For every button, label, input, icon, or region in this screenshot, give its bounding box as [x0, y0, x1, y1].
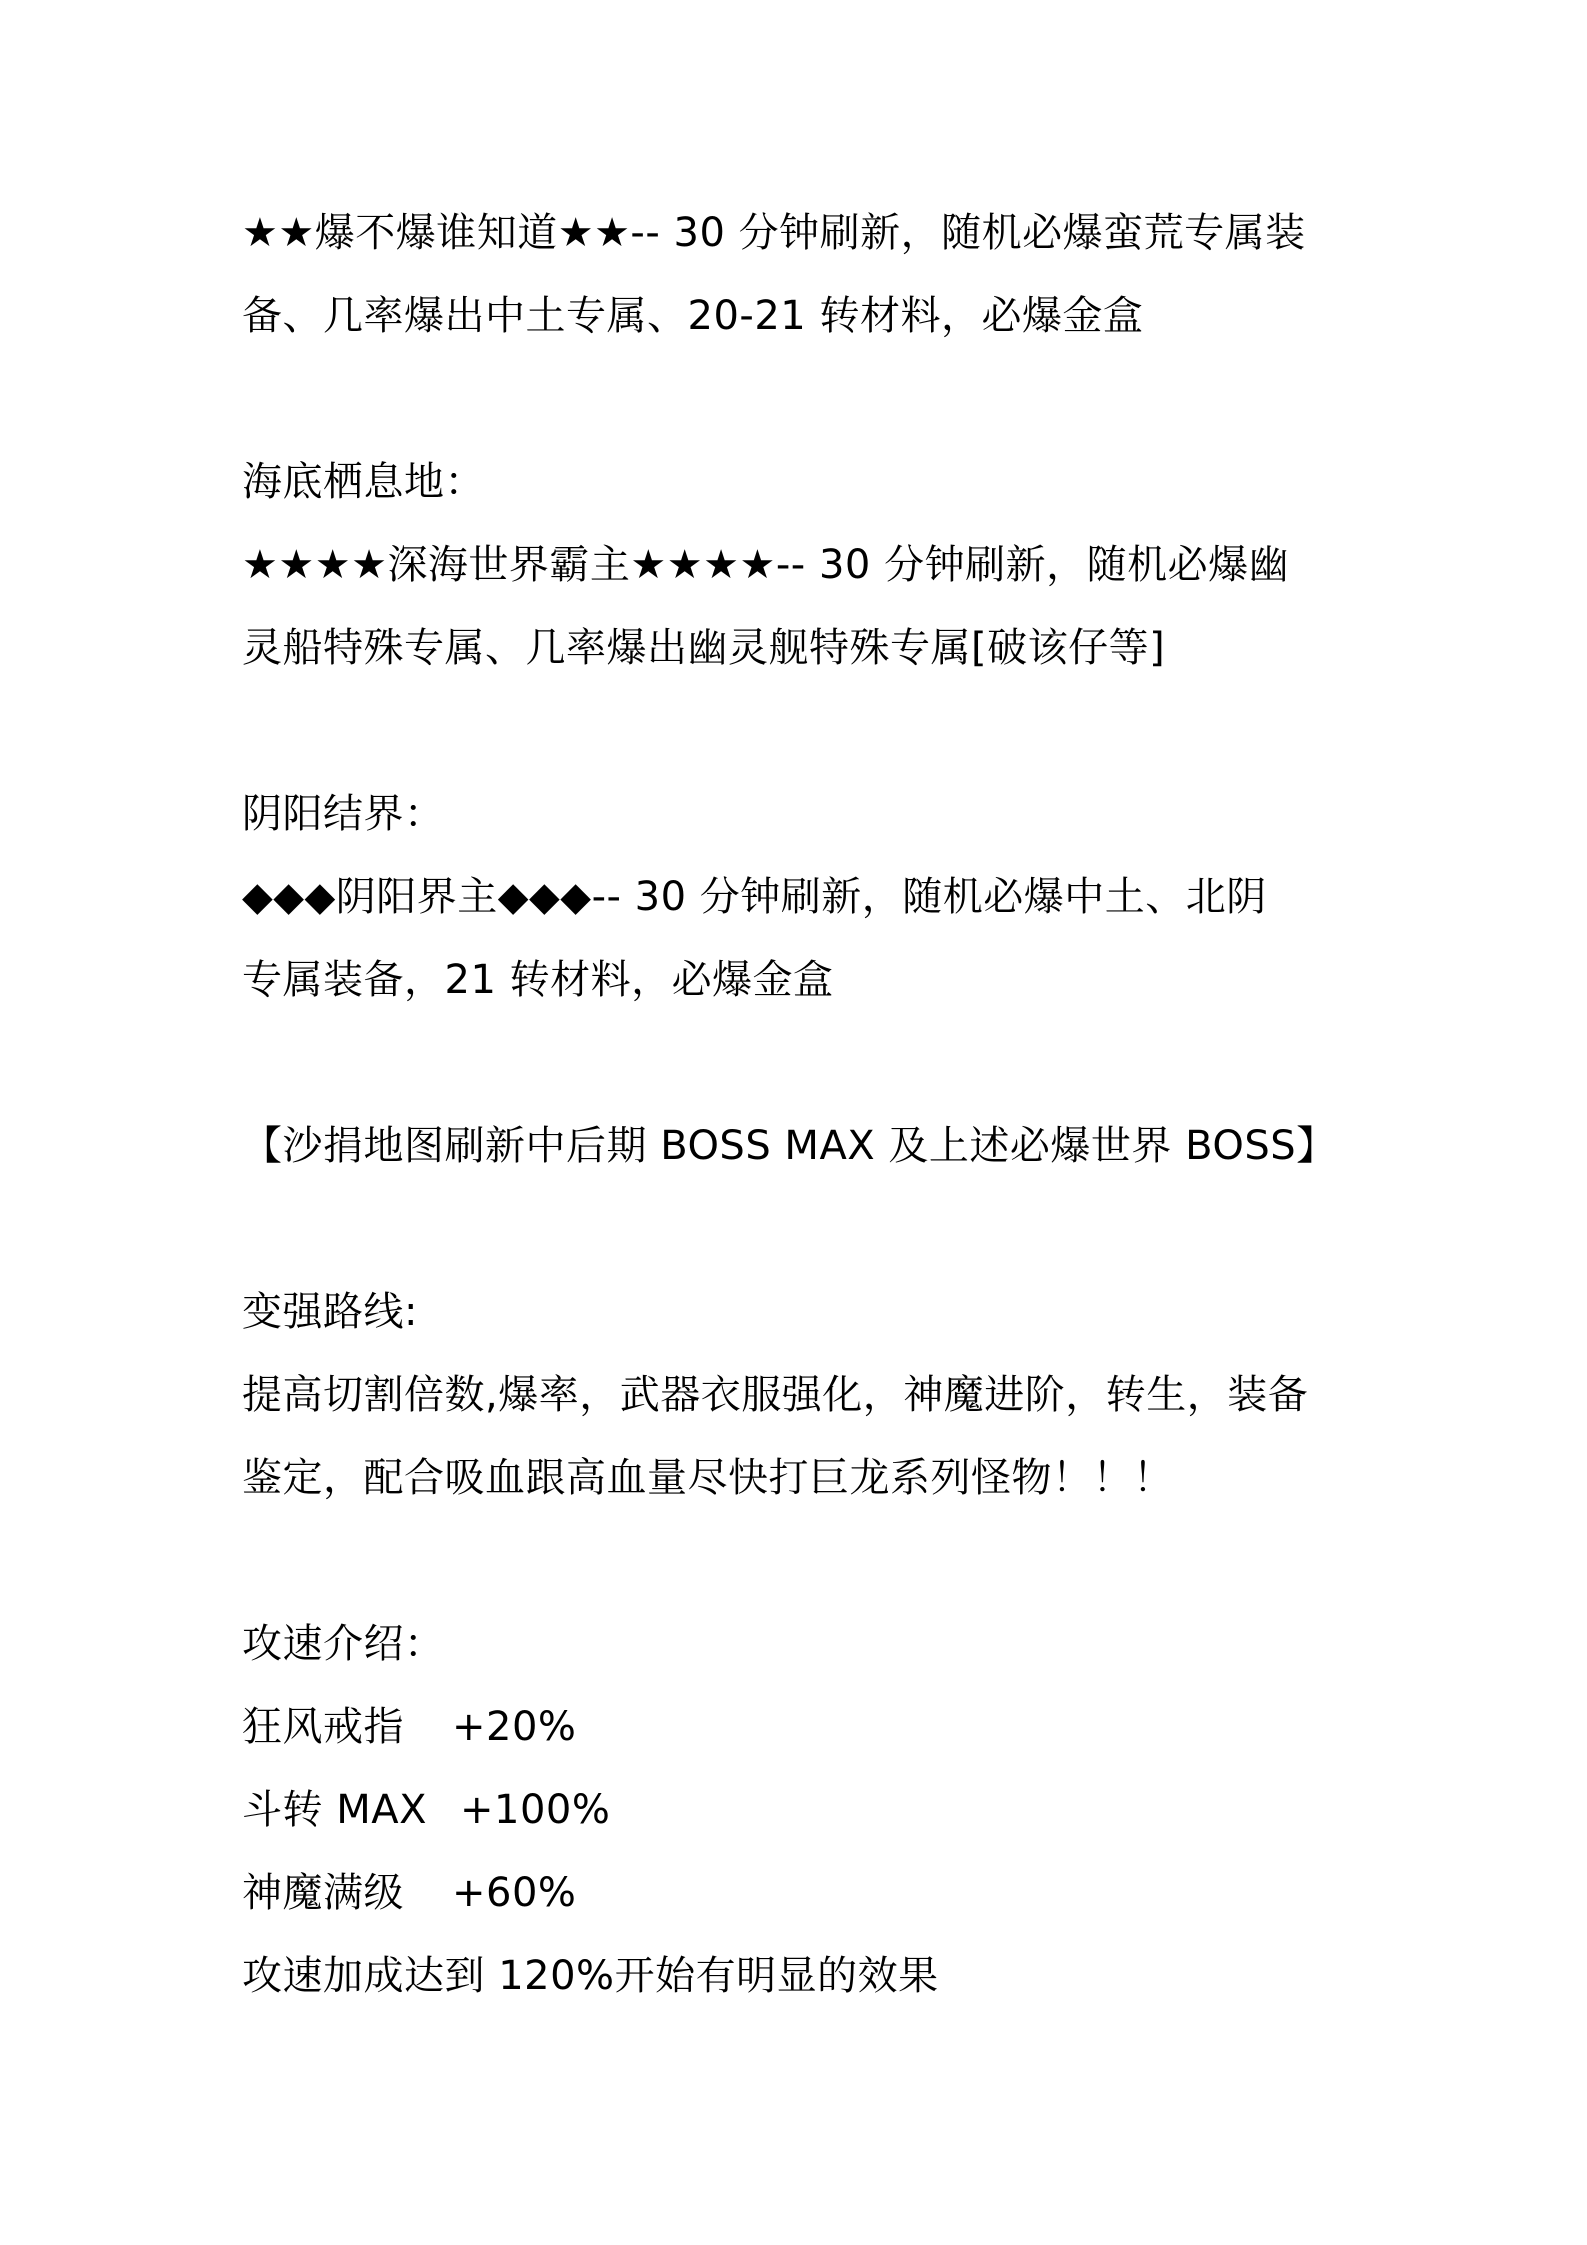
boss1-line-2: 备、几率爆出中土专属、20-21 转材料，必爆金盒 [242, 293, 1144, 339]
growth-heading: 变强路线: [242, 1289, 418, 1335]
attack-speed-item-name: 神魔满级 [242, 1870, 404, 1916]
attack-speed-item-value: +60% [452, 1870, 577, 1916]
sea-heading: 海底栖息地： [242, 459, 485, 505]
yinyang-line-1: ◆◆◆阴阳界主◆◆◆-- 30 分钟刷新，随机必爆中土、北阴 [242, 874, 1267, 920]
yinyang-heading: 阴阳结界： [242, 791, 445, 837]
yinyang-line-2: 专属装备，21 转材料，必爆金盒 [242, 957, 834, 1003]
boss1-line-1: ★★爆不爆谁知道★★-- 30 分钟刷新，随机必爆蛮荒专属装 [242, 210, 1306, 256]
attack-speed-item-name: 斗转 MAX [242, 1787, 427, 1833]
spacer [242, 690, 1352, 773]
attack-speed-item [242, 1852, 1352, 1935]
attack-speed-item-value: +20% [452, 1704, 577, 1750]
spacer [242, 1188, 1352, 1271]
growth-line-1: 提高切割倍数,爆率，武器衣服强化，神魔进阶，转生，装备 [242, 1372, 1309, 1418]
attack-speed-heading: 攻速介绍： [242, 1621, 445, 1667]
attack-speed-item [242, 1686, 1352, 1769]
attack-speed-item [242, 1769, 1352, 1852]
attack-speed-item-value: +100% [460, 1787, 611, 1833]
spacer [242, 1022, 1352, 1105]
sea-line-1: ★★★★深海世界霸主★★★★-- 30 分钟刷新，随机必爆幽 [242, 542, 1290, 588]
boss-note: 【沙捐地图刷新中后期 BOSS MAX 及上述必爆世界 BOSS】 [242, 1123, 1337, 1169]
spacer [242, 1520, 1352, 1603]
spacer [242, 358, 1352, 441]
document-body [242, 192, 1352, 2018]
growth-line-2: 鉴定，配合吸血跟高血量尽快打巨龙系列怪物！！！ [242, 1455, 1174, 1501]
attack-speed-item-name: 狂风戒指 [242, 1704, 404, 1750]
attack-speed-footer: 攻速加成达到 120%开始有明显的效果 [242, 1953, 939, 1999]
sea-line-2: 灵船特殊专属、几率爆出幽灵舰特殊专属[破该仔等] [242, 625, 1166, 671]
